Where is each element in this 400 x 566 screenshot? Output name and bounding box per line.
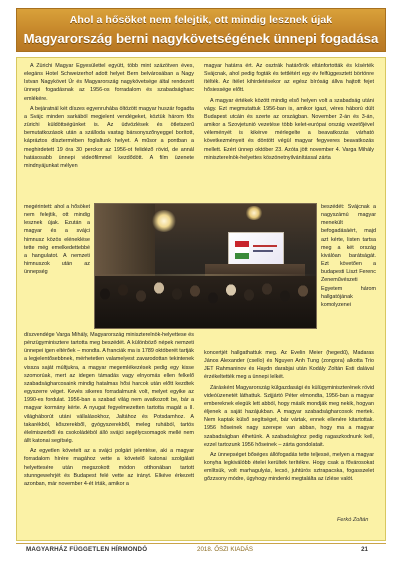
article-col1-top xyxy=(24,62,194,202)
event-photo xyxy=(94,203,317,329)
article-col1-bottom xyxy=(24,331,194,537)
paragraph: A bejáratnál két díszes egyenruhába öltözött magyar huszár fogadta a Svájc minden sarkából megjelent vendégeket, köztük három fős zürichi küldöttségünket is. Az üdvözlések és ötletszerű bemutatkozások után a szálloda vastag bársonyszőnyeggel borított, kápráztos dísztermében foglaltunk helyet. A műsor a pontban a meghirdetett 19 óra 30 perckor az 1956-ot felidéző rövid, de annál hatásosabb ünnepi videófilmmel kezdődött. A film üzenete mindnyájunkat mélyen xyxy=(24,105,194,169)
paragraph: beszédét: Svájcnak a nagyszámú magyar menekült befogadásáért, majd azt kérte, listen tartsa meg a két ország kiválóan barátságát. Ezt követően a budapesti Liszt Ferenc Zeneművészeti Egyetem három hallgatójának komolyzenei xyxy=(321,204,376,308)
photo-wall xyxy=(95,204,155,284)
paragraph: Az egyetlen követelt az a svájci polgári jelentése, aki a magyar forradalom hírére magához vette a követelő katonai szolgálati helyettesére után megszokott módon otthonában tartott stunngewehrjét és Budapest felé vette az irányt. Elkéve érkezett azonban, már november 4-ét írták, amikor a xyxy=(24,448,194,487)
article-col2-mid xyxy=(321,203,376,349)
article-col2-top xyxy=(204,62,374,202)
paragraph: A magyar értékek között mindig első helyen volt a szabadság utáni vágy. Ezt megmutattuk 1956-ban is, amikor igazi, véres háború dúlt Budapest utcáin és szerte az országban. November 2-án és 3-án, amikor a Szovjetunió vezetése több kelet-európai ország vezetőjével véleményét is kikérve mérlegelte a beavatkozás várható következményeit és döntött végül magyar fegyveres beavatkozás mellett. Ezért ünnep október 23. Azóta jött november 4. Varga Mihály miniszterelnök-helyettes köszönetnyilvánítással zárta xyxy=(204,97,374,161)
page-number: 21 xyxy=(361,546,368,553)
author-signature: Ferkó Zoltán xyxy=(337,517,369,523)
paragraph: A Zürichi Magyar Egyesülettel együtt, több mint százötven éves, elegáns Hotel Schweizerhof adott helyet Bern belvárosában a Nagy Istvan Nagykövet Úr és Magyarország nagykövetsége által rendezett ünnepi fogadásnak az 1956-os forradalom és szabadságharc emlékére. xyxy=(24,63,194,102)
paragraph: Az ünnepséget bőséges állófogadás tette teljessé, melyen a magyar konyha legkiválóbb ételei kerültek terítékre. Hogy csak a fővárosokat említsük, volt marhagulyás, lecsó, juhtúrós sztrapacska, fogasszelet gőzzsony módre, úgyhogy mindenki megtalálta az ízlése valót. xyxy=(204,451,374,483)
photo-audience xyxy=(95,276,316,328)
chandelier-icon xyxy=(151,210,177,232)
paragraph: díszvendége Varga Mihály, Magyarország miniszterelnök-helyettese és pénzügyminisztere tartotta meg beszédét. A különböző népek nemzeti ünnepei igen eltérőek – mondta. A franciák ma is 1789 októberét tartják a legjelentősebbnek, mérhetetlen valamelyest zavarodottan tekintenek vissza saját múltjukra, a magyar megemlékezések pedig egy kisse szomorúak, mert az idegen támadás vagy elnyomás ellen felkelő szabadságharcosaink mindig hatalmas hősi harcok után előtt kezdtek egyszerre véget. Kevés sikeres forradalmunk volt, melyet egyike az 1990-es fordulat. 1956-ban a szabad világ nem avatkozott be, bár a magyar kormány kérte. A nyugat fegyelmezetten tartotta magát a II. világháborút utáni vállalásokhoz, Jaltához és Potsdamhoz. A takarékból, kőszerekből, gyógyszerekből, meleg ruhából, tartós élelmiszerből és csokoládéból álló svájci segélycsomagok mellé nem állt katonai segítség. xyxy=(24,332,194,445)
paragraph: koncertjét hallgathattuk meg. Az Evelin Meier (hegedű), Madaras János Alexander (csello) és Nguyen Anh Tung (zongora) alkotta Trio JET Rahmaninov és Haydn darabjai után Kodály Zoltán Esti dalával érzékeltették meg a ünnepi lelkét. xyxy=(204,350,374,381)
projection-screen xyxy=(228,232,284,268)
headline-banner xyxy=(16,8,386,52)
page-footer xyxy=(16,543,386,556)
screen-line xyxy=(253,250,273,252)
chandelier-icon xyxy=(245,206,263,220)
article-col1-mid xyxy=(24,203,90,331)
article-col2-bottom xyxy=(204,349,374,515)
flag-icon xyxy=(235,241,249,259)
paragraph: magyar határra ért. Az osztrák határőrök eltánfortották és kísérték Svájcnak, ahol pedig fogták és tettlétért egy év felfüggesztett börtönre ítélték. Az ítélet kihirdetésekor az egész bíróság állva hajtott fejet hősiessége előtt. xyxy=(204,63,374,94)
headline-kicker: Ahol a hősöket nem felejtik, ott mindig lesznek újak xyxy=(69,14,333,26)
screen-line xyxy=(253,245,277,247)
footer-publication: MAGYARHÁZ FÜGGETLEN HÍRMONDÓ xyxy=(26,546,148,553)
paragraph: megérintett: ahol a hősöket nem felejtik, ott mindig lesznek újak. Ezután a magyar és a svájci himnusz közös eléneklése tette még emelkedettebbé a hangulatot. A nemzeti himnuszok után az ünnepség xyxy=(24,204,90,276)
paragraph: Zárásként Magyarország külgazdasági és külügyminiszterének rövid videóüzenetét láthattuk. Szijjártó Péter elmondta, 1956-ban a magyar embereknek elegük lett abból, hogy másik mondják meg nekik, hogyan éljenek a saját hazájukban. A magyar szabadságharcosok mertek. Nem kaptak külső segítséget, bár vártak, ennek ellenére kitartottak. 1956 hőseinek nagy szerepe van abban, hogy ma a magyar szabadságban élhetünk. A szabadsághoz pedig ragaszkodnunk kell, ezzel tartozunk 1956 hőseinek – zárta gondolatait. xyxy=(204,384,374,448)
footer-edition: 2018. ŐSZI KIADÁS xyxy=(197,546,254,553)
headline-title: Magyarország berni nagykövetségének ünnepi fogadása xyxy=(23,31,379,46)
